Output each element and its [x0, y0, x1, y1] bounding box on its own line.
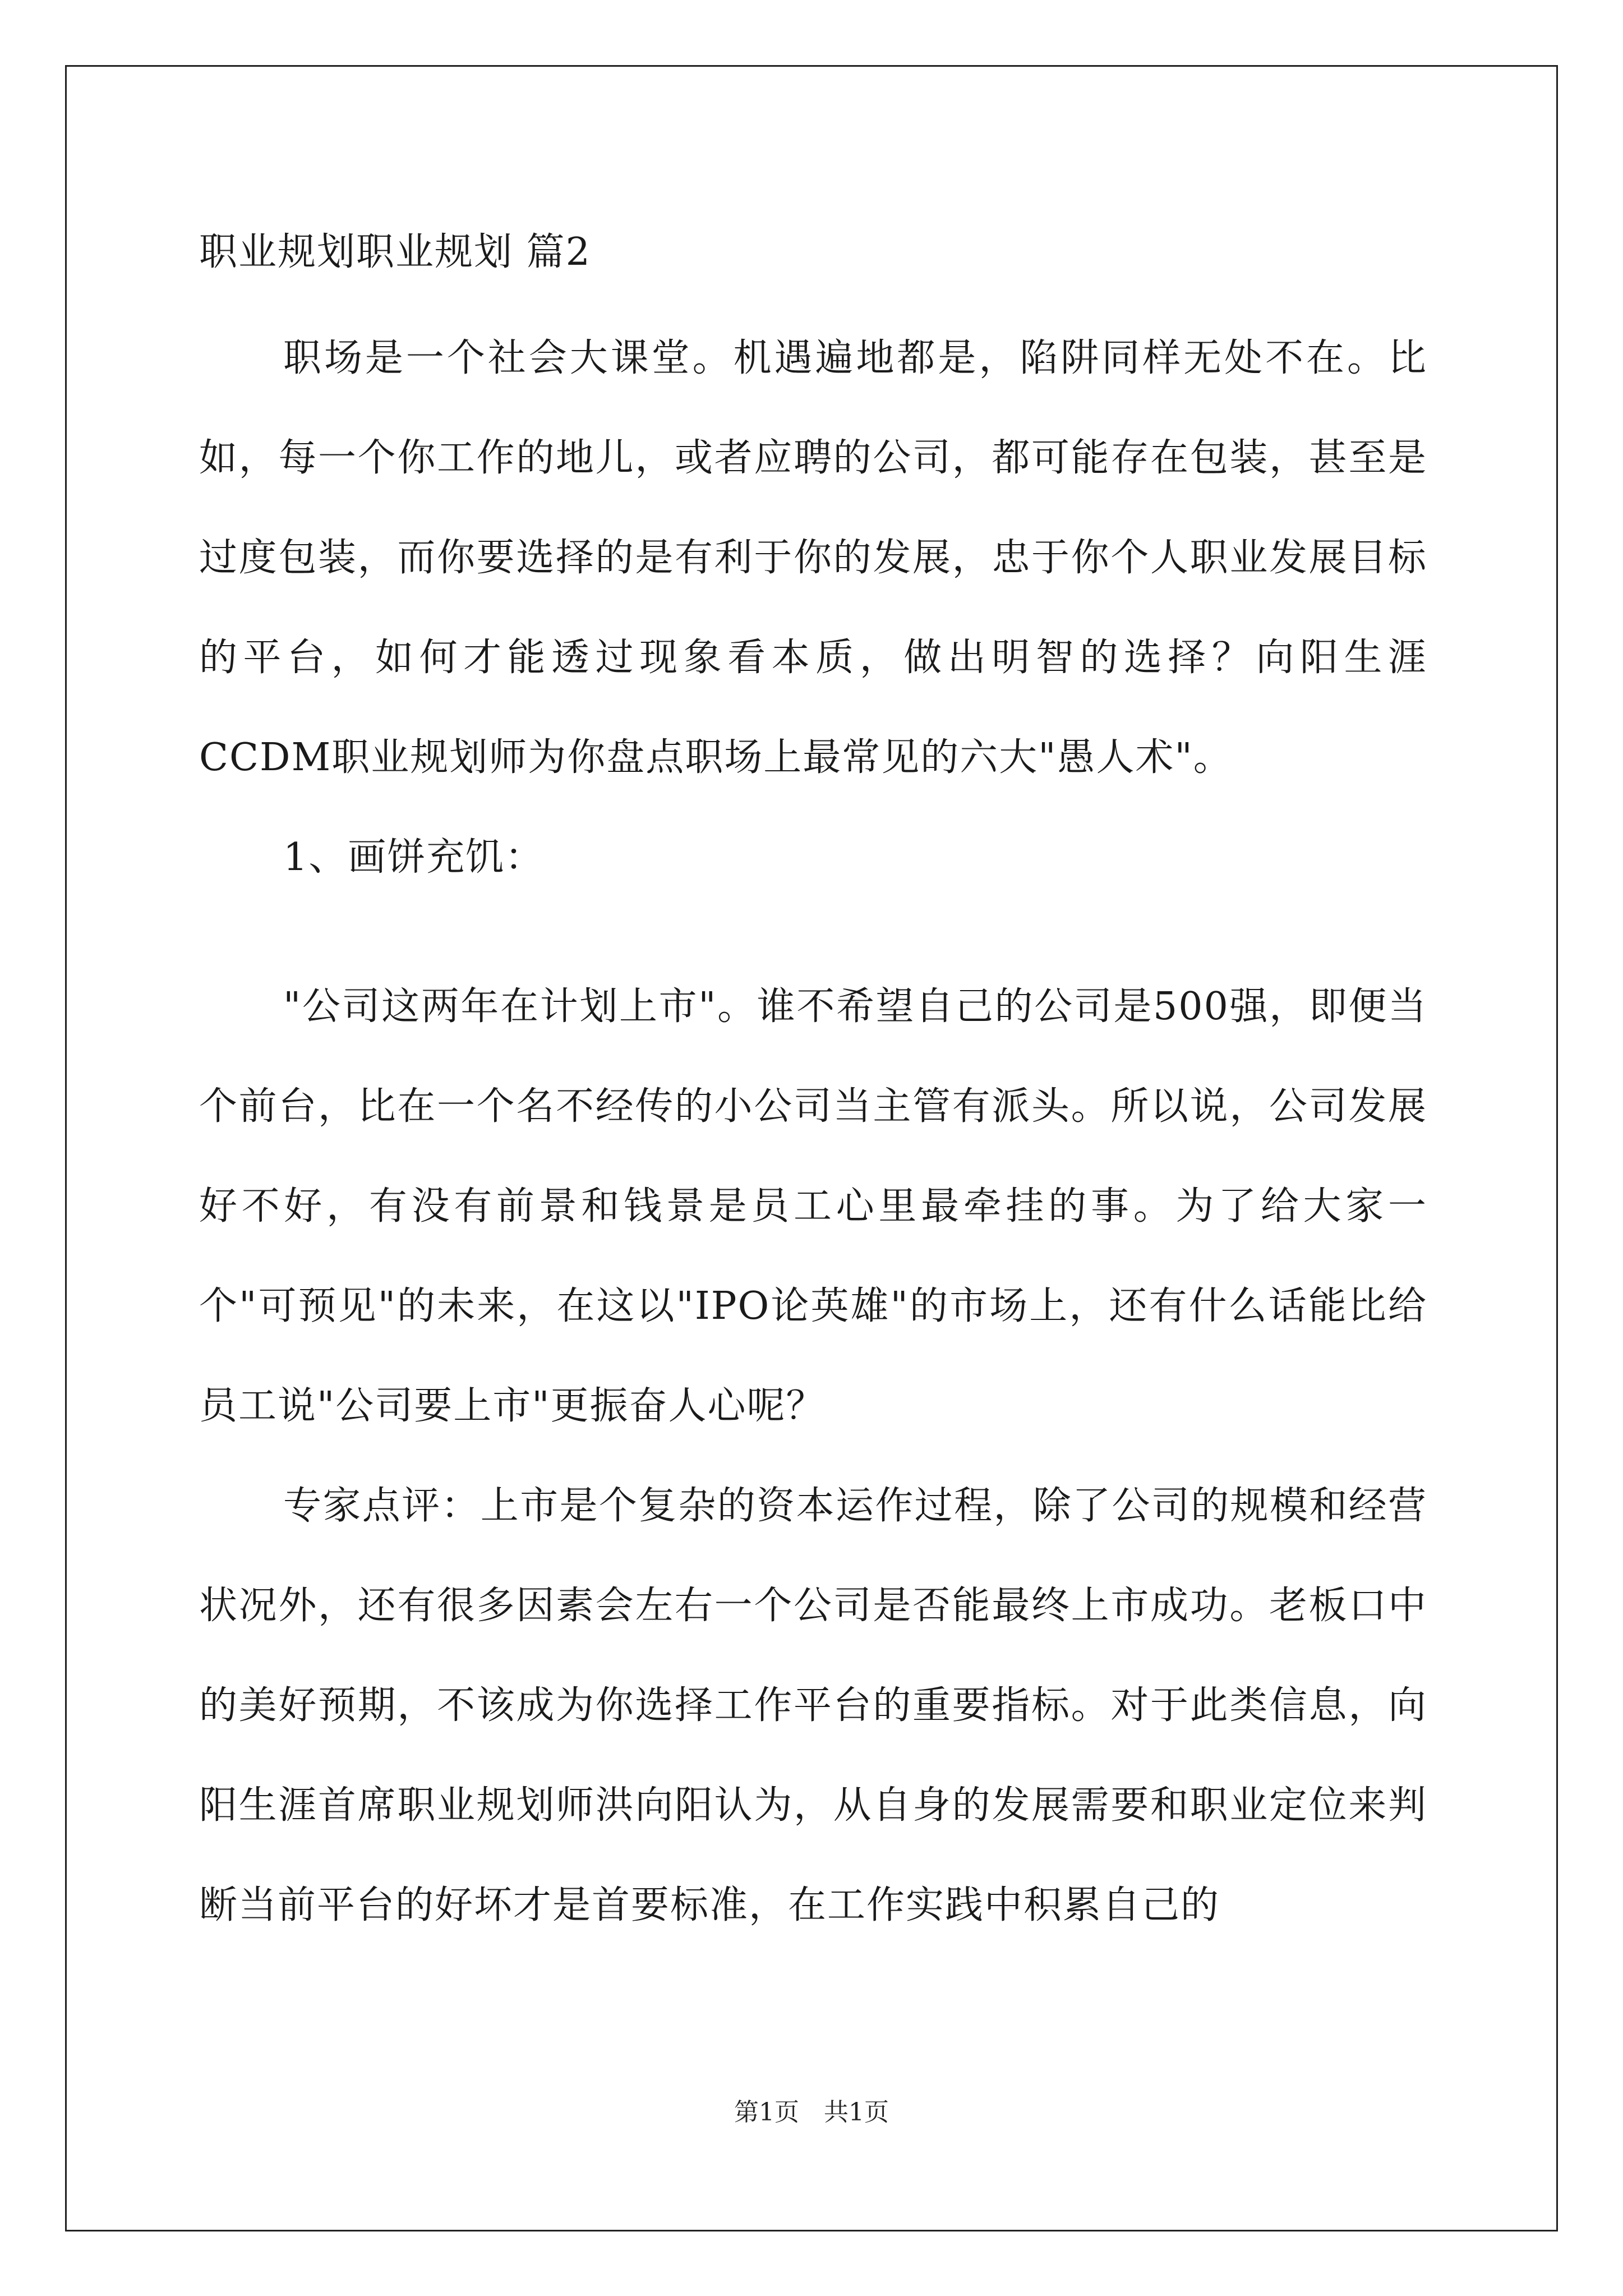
- paragraph-section-heading: 1、画饼充饥：: [283, 835, 545, 880]
- document-title: 职业规划职业规划 篇2: [199, 230, 591, 274]
- paragraph-expert-comment: 专家点评：上市是个复杂的资本运作过程，除了公司的规模和经营状况外，还有很多因素会左右一个公司是否能最终上市成功。老板口中的美好预期，不该成为你选择工作平台的重要指标。对于此类信息，向阳生涯首席职业规划师洪向阳认为，从自身的发展需要和职业定位来判断当前平台的好坏才是首要标准，在工作实践中积累自己的: [199, 1484, 1427, 1927]
- paragraph-intro: 职场是一个社会大课堂。机遇遍地都是，陷阱同样无处不在。比如，每一个你工作的地儿，或者应聘的公司，都可能存在包装，甚至是过度包装，而你要选择的是有利于你的发展，忠于你个人职业发展目标的平台，如何才能透过现象看本质，做出明智的选择？向阳生涯CCDM职业规划师为你盘点职场上最常见的六大"愚人术"。: [199, 336, 1427, 780]
- paragraph-quote: "公司这两年在计划上市"。谁不希望自己的公司是500强，即便当个前台，比在一个名不经传的小公司当主管有派头。所以说，公司发展好不好，有没有前景和钱景是员工心里最牵挂的事。为了给大家一个"可预见"的未来，在这以"IPO论英雄"的市场上，还有什么话能比给员工说"公司要上市"更振奋人心呢？: [199, 984, 1427, 1428]
- page-footer: 第1页 共1页: [734, 2098, 889, 2127]
